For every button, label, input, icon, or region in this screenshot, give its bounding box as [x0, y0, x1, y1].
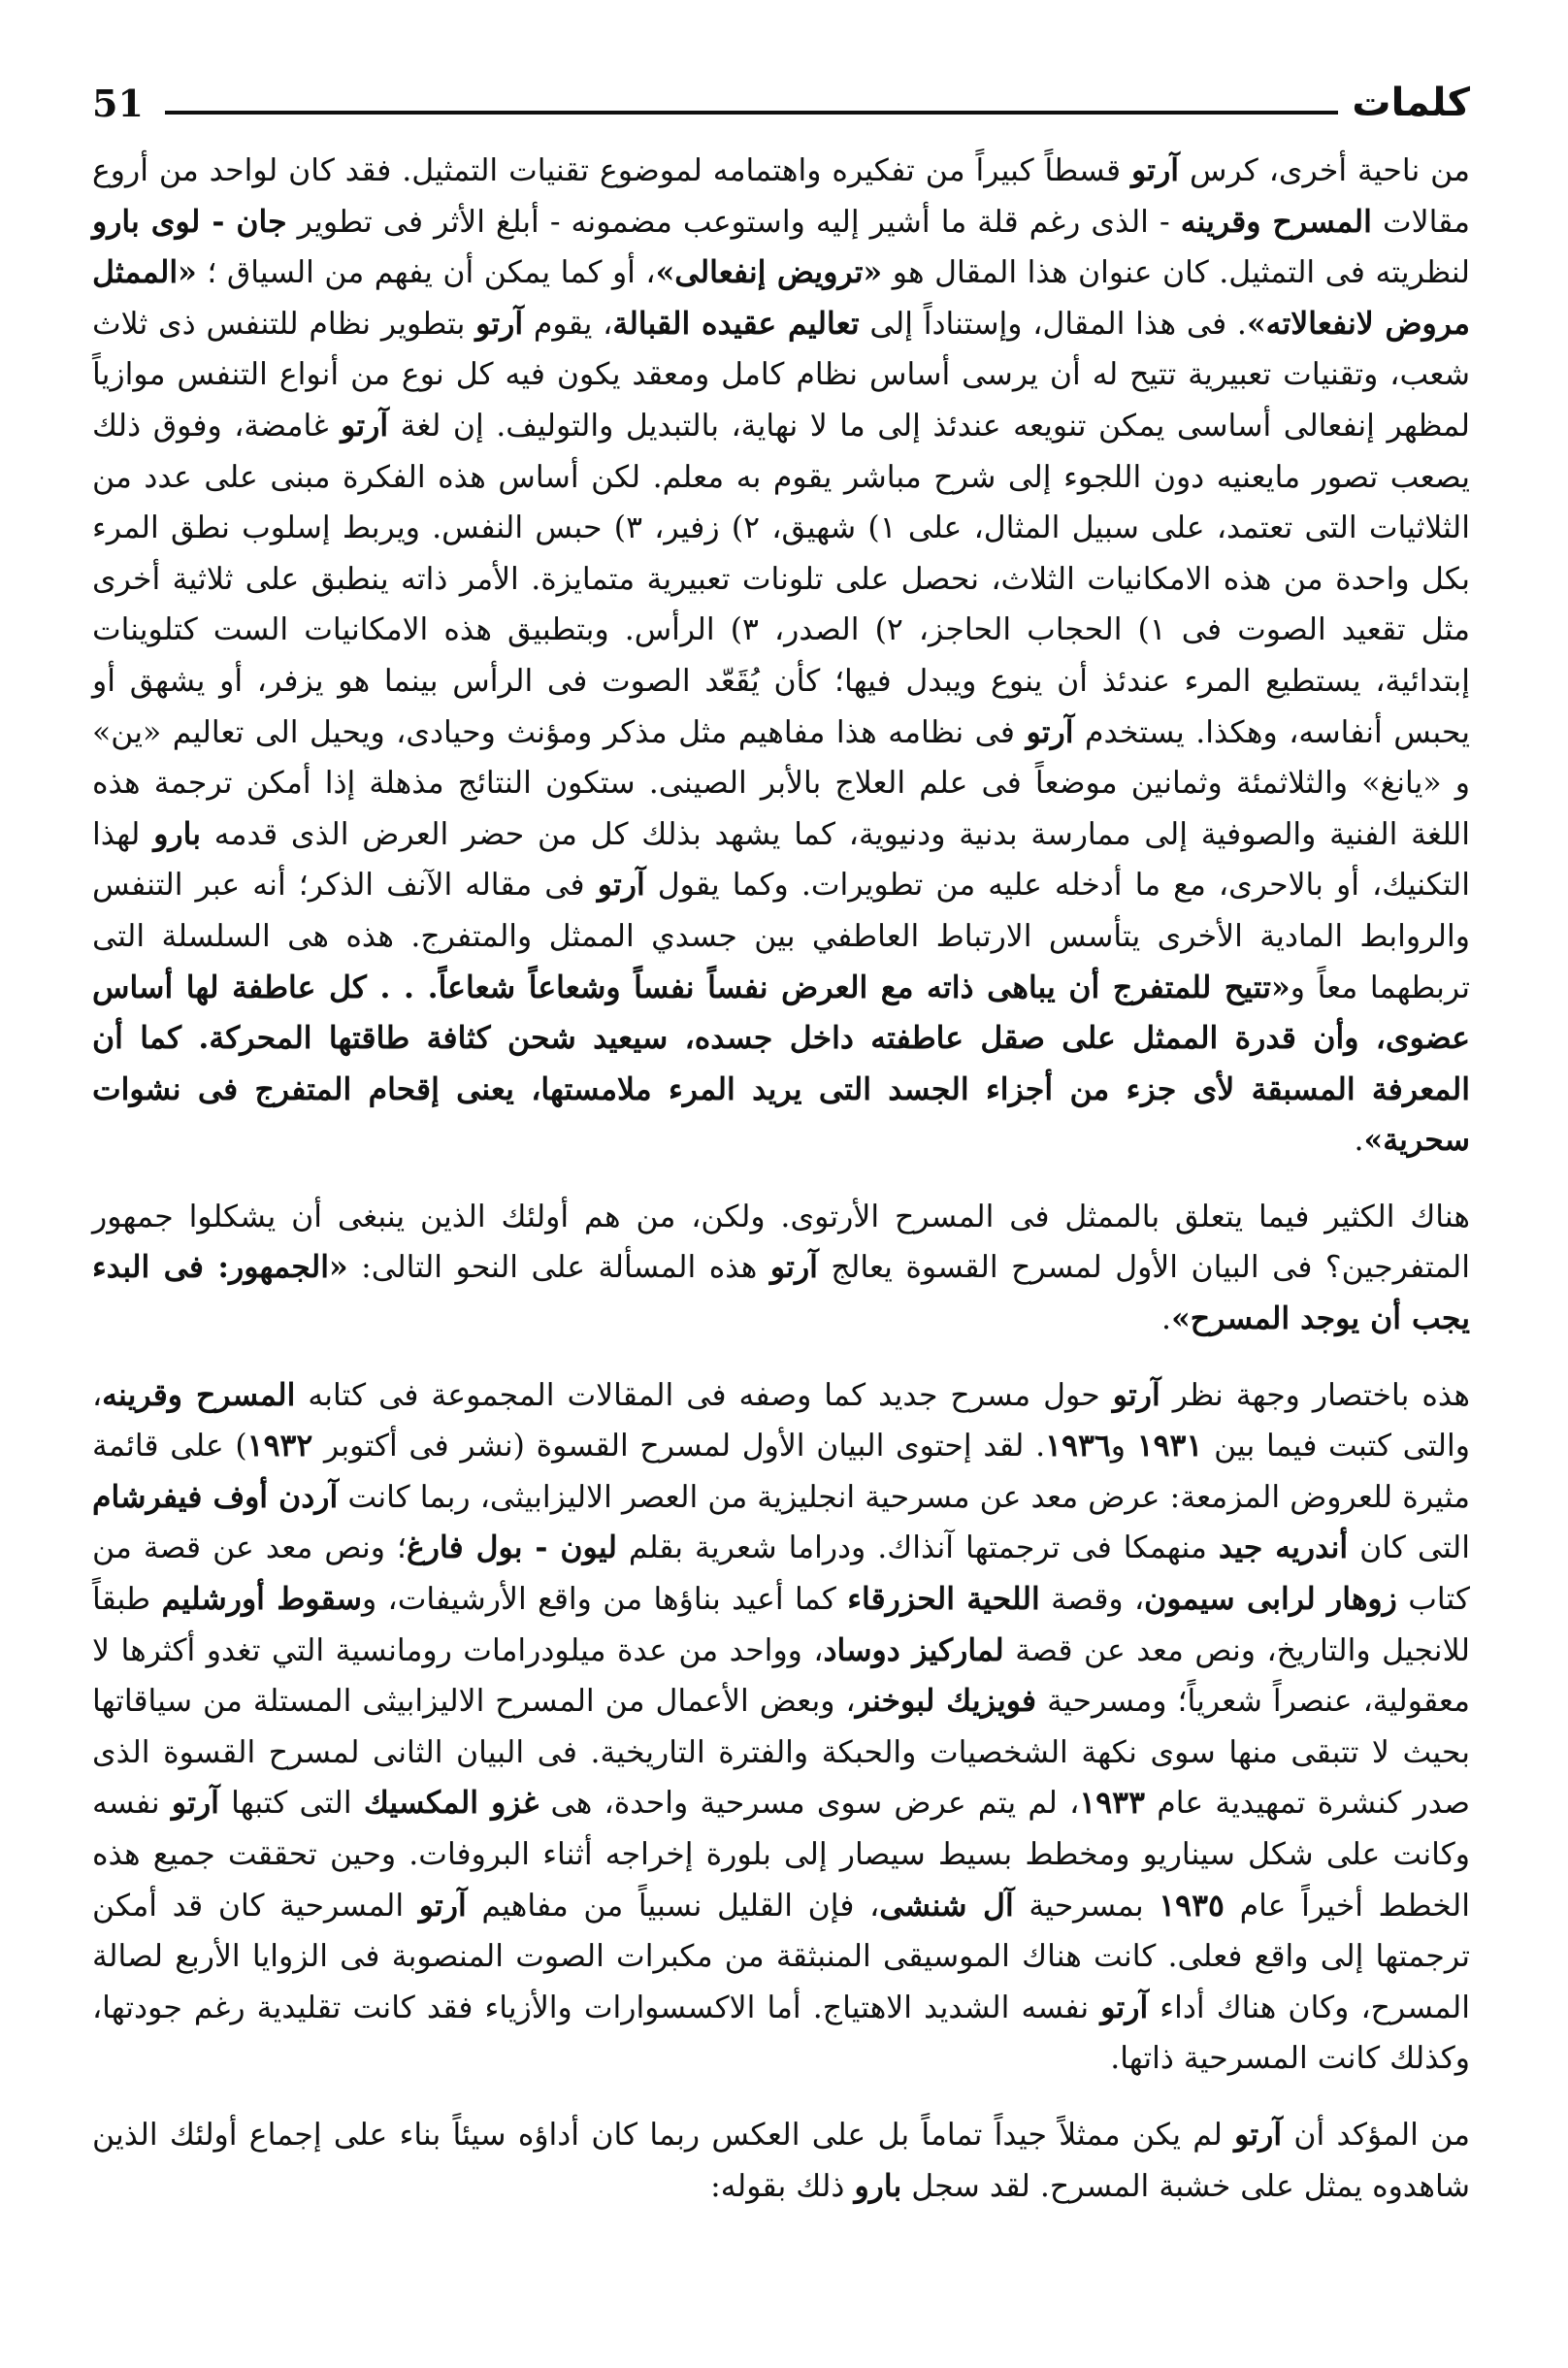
page-number: 51 [92, 82, 144, 125]
body-text [92, 146, 1470, 2212]
bold-text: ١٩٣٥ [1159, 1887, 1225, 1924]
text-run: غامضة، وفوق ذلك يصعب تصور مايعنيه دون اللجوء إلى شرح مباشر يقوم به معلم. لكن أساس هذه الفكرة مبنى على عدد من الثلاثيات التى تعتمد، على سبيل المثال، على ١) شهيق، ٢) زفير، ٣) حبس النفس. ويربط إسلوب نطق المرء بكل واحدة من هذه الامكانيات الثلاث، نحصل على تلونات تعبيرية متمايزة. الأمر ذاته ينطبق على ثلاثية أخرى مثل تقعيد الصوت فى ١) الحجاب الحاجز، ٢) الصدر، ٣) الرأس. وبتطبيق هذه الامكانيات الست كتلوينات إبتدائية، يستطيع المرء عندئذ أن ينوع ويبدل فيها؛ كأن يُقَعّد الصوت فى الرأس بينما هو يزفر، أو يشهق أو يحبس أنفاسه، وهكذا. يستخدم [92, 408, 1471, 750]
bold-text: «ترويض إنفعالى» [655, 254, 883, 291]
text-run: هذه المسألة على النحو التالى: [347, 1250, 770, 1286]
bold-text: ١٩٣١ [1136, 1428, 1203, 1464]
text-run: قسطاً كبيراً من تفكيره واهتمامه لموضوع تقنيات التمثيل. فقد كان لواحد من أروع مقالات [92, 153, 1470, 240]
text-run: نفسه وكانت على شكل سيناريو ومخطط بسيط سيصار إلى بلورة إخراجه أثناء البروفات. وحين تحققت جميع هذه الخطط أخيراً عام [92, 1786, 1470, 1924]
text-run: هذه باختصار وجهة نظر [1160, 1377, 1471, 1413]
bold-text: آردن أوف فيفرشام [92, 1478, 339, 1515]
bold-text: ١٩٣٣ [1079, 1785, 1145, 1822]
text-run: حول مسرح جديد كما وصفه فى المقالات المجموعة فى كتابه [295, 1377, 1113, 1413]
text-run: التى كان [1348, 1530, 1470, 1566]
bold-text: ليون - بول فارغ [406, 1529, 617, 1566]
text-run: هناك الكثير فيما يتعلق بالممثل فى المسرح الأرتوى. ولكن، من هم أولئك الذين ينبغى أن يشكلوا جمهور المتفرجين؟ فى البيان الأول لمسرح القسوة يعالج [92, 1199, 1470, 1286]
bold-text: سقوط أورشليم [161, 1581, 362, 1618]
bold-text: «الجمهور: فى البدء يجب أن يوجد المسرح» [92, 1249, 1470, 1337]
text-run: ، فإن القليل نسبياً من مفاهيم [466, 1888, 880, 1924]
bold-text: المسرح وقرينه [1180, 203, 1372, 240]
paragraph [92, 146, 1470, 1167]
paragraph [92, 2110, 1470, 2212]
text-run: ، والتى كتبت فيما بين [92, 1377, 1470, 1464]
text-run: طبقاً للانجيل والتاريخ، ونص معد عن قصة [92, 1582, 1470, 1668]
text-run: . [1354, 1123, 1364, 1159]
bold-text: آرتو [418, 1887, 467, 1924]
text-run: لهذا التكنيك، أو بالاحرى، مع ما أدخله عليه من تطويرات. وكما يقول [92, 816, 1471, 904]
text-run: منهمكا فى ترجمتها آنذاك. ودراما شعرية بقلم [616, 1530, 1219, 1566]
text-run: ؛ ونص معد عن قصة من كتاب [92, 1530, 1470, 1618]
text-run: . لقد إحتوى البيان الأول لمسرح القسوة (نشر فى أكتوبر [312, 1429, 1046, 1464]
bold-text: أندريه جيد [1218, 1529, 1349, 1566]
bold-text: «تتيح للمتفرج أن يباهى ذاته مع العرض نفساً نفساً وشعاعاً شعاعاً. . . كل عاطفة لها أساس عضوى، وأن قدرة الممثل على صقل عاطفته داخل جسده، سيعيد شحن كثافة طاقتها المحركة. كما أن المعرفة المسبقة لأى جزء من أجزاء الجسد التى يريد المرء ملامستها، يعنى إقحام المتفرج فى نشوات سحرية» [92, 969, 1470, 1159]
bold-text: آرتو [597, 867, 645, 904]
bold-text: «الممثل مروض لانفعالاته» [92, 254, 1470, 342]
text-run: ) على قائمة مثيرة للعروض المزمعة: عرض معد عن مسرحية انجليزية من العصر الاليزابيثى، ربما كانت [92, 1429, 1470, 1515]
bold-text: بارو [153, 815, 201, 852]
header-rule [165, 111, 1338, 115]
text-run: لم يكن ممثلاً جيداً تماماً بل على العكس ربما كان أداؤه سيئاً بناء على إجماع أولئك الذين شاهدوه يمثل على خشبة المسرح. لقد سجل [92, 2117, 1470, 2204]
text-run: ، وقصة [1039, 1582, 1145, 1618]
bold-text: اللحية الحزرقاء [847, 1581, 1040, 1618]
paragraph [92, 1370, 1470, 2085]
bold-text: غزو المكسيك [363, 1785, 539, 1822]
bold-text: آرتو [171, 1785, 219, 1822]
bold-text: آرتو [1131, 152, 1180, 188]
text-run: ، أو كما يمكن أن يفهم من السياق ؛ [196, 255, 656, 291]
text-run: فى مقاله الآنف الذكر؛ أنه عبر التنفس والروابط المادية الأخرى يتأسس الارتباط العاطفي بين جسدي الممثل والمتفرج. هذه هى السلسلة التى تربطهما معاً و [92, 868, 1470, 1005]
bold-text: آرتو [341, 407, 389, 444]
book-page [92, 68, 1470, 2329]
bold-text: بارو [854, 2167, 902, 2204]
text-run: نفسه الشديد الاهتياج. أما الاكسسوارات والأزياء فقد كانت تقليدية رغم جودتها، وكذلك كانت المسرحية ذاتها. [92, 1990, 1470, 2077]
bold-text: زوهار لرابى سيمون [1144, 1581, 1397, 1618]
text-run: التى كتبها [218, 1786, 364, 1822]
text-run: ، لم يتم عرض سوى مسرحية واحدة، هى [539, 1786, 1080, 1822]
bold-text: ١٩٣٦ [1045, 1428, 1111, 1464]
bold-text: آرتو [769, 1249, 818, 1286]
bold-text: آرتو [475, 305, 524, 342]
bold-text: آل شنشى [879, 1887, 1014, 1924]
bold-text: آرتو [1026, 713, 1074, 750]
bold-text: آرتو [1234, 2116, 1283, 2153]
running-title: كلمات [1352, 81, 1470, 125]
text-run: . [1161, 1301, 1172, 1337]
bold-text: آرتو [1112, 1376, 1160, 1413]
text-run: من ناحية أخرى، كرس [1179, 153, 1471, 188]
text-run: و [1110, 1429, 1137, 1464]
text-run: بتطوير نظام للتنفس ذى ثلاث شعب، وتقنيات تعبيرية تتيح له أن يرسى أساس نظام كامل ومعقد يكون فيه كل نوع من أنواع التنفس موازياً لمظهر إنفعالى أساسى يمكن تنويعه عندئذ إلى ما لا نهاية، بالتبديل والتوليف. إن لغة [92, 306, 1470, 444]
bold-text: فويزيك لبوخنر [855, 1683, 1037, 1720]
text-run: المسرحية كان قد أمكن ترجمتها إلى واقع فعلى. كانت هناك الموسيقى المنبثقة من مكبرات الصوت المنصوبة فى الزوايا الأربع لصالة المسرح، وكان هناك أداء [92, 1888, 1470, 2025]
bold-text: تعاليم عقيده القبالة [612, 305, 860, 342]
bold-text: لماركيز دوساد [823, 1631, 1004, 1668]
bold-text: المسرح وقرينه [102, 1376, 296, 1413]
text-run: ، وواحد من عدة ميلودرامات رومانسية التي تغدو أكثرها لا معقولية، عنصراً شعرياً؛ ومسرحية [92, 1632, 1471, 1720]
text-run: فى نظامه هذا مفاهيم مثل مذكر ومؤنث وحيادى، ويحيل الى تعاليم «ين» و «يانغ» والثلاثمئة وثمانين موضعاً فى علم العلاج بالأبر الصينى. ستكون النتائج مذهلة إذا أمكن ترجمة هذه اللغة الفنية والصوفية إلى ممارسة بدنية ودنيوية، كما يشهد بذلك كل من حضر العرض الذى قدمه [92, 714, 1471, 852]
bold-text: آرتو [1100, 1989, 1149, 2025]
text-run: من المؤكد أن [1282, 2117, 1470, 2153]
text-run: كما أعيد بناؤها من واقع الأرشيفات، و [361, 1582, 848, 1618]
text-run: ، يقوم [523, 306, 613, 342]
text-run: ذلك بقوله: [710, 2168, 855, 2204]
text-run: - الذى رغم قلة ما أشير إليه واستوعب مضمونه - أبلغ الأثر فى تطوير [286, 204, 1181, 240]
text-run: ، وبعض الأعمال من المسرح الاليزابيثى المستلة من سياقاتها بحيث لا تتبقى منها سوى نكهة الشخصيات والحبكة والفترة التاريخية. فى البيان الثانى لمسرح القسوة الذى صدر كنشرة تمهيدية عام [92, 1684, 1470, 1822]
paragraph [92, 1192, 1470, 1345]
bold-text: ١٩٣٢ [246, 1428, 313, 1464]
bold-text: جان - لوى بارو [92, 203, 287, 240]
text-run: . فى هذا المقال، وإستناداً إلى [859, 306, 1247, 342]
text-run: لنظريته فى التمثيل. كان عنوان هذا المقال هو [882, 255, 1470, 291]
text-run: بمسرحية [1013, 1888, 1160, 1924]
running-header [92, 68, 1470, 125]
